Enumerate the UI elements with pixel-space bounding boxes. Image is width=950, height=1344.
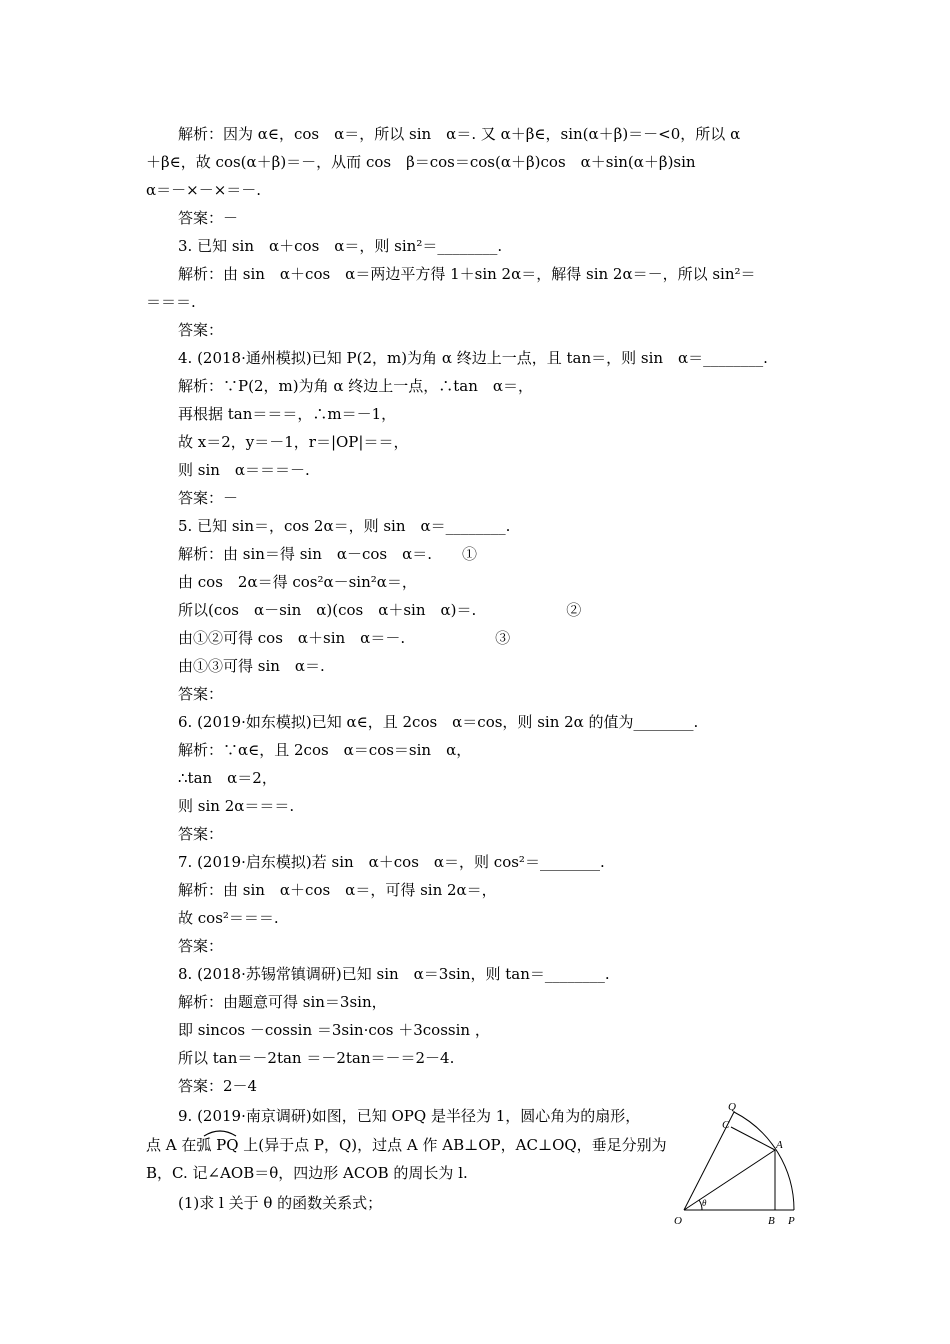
text-line: 由①②可得 cos α＋sin α＝－. ③ [178,629,511,647]
text-line: 答案：－ [178,209,239,227]
text-line: 解析：由 sin α＋cos α＝，可得 sin 2α＝， [178,881,497,899]
label-b: B [768,1215,775,1227]
text-line: 由①③可得 sin α＝. [178,657,325,675]
text-line: 答案： [178,825,224,843]
text-line: 3. 已知 sin α＋cos α＝，则 sin²＝________. [178,237,503,255]
text-line: 答案： [178,937,224,955]
text-line: ∴tan α＝2， [178,769,277,787]
sector-figure [672,1100,812,1230]
text-line: 由 cos 2α＝得 cos²α－sin²α＝， [178,573,417,591]
text-line: ＋β∈，故 cos(α＋β)＝－，从而 cos β＝cos＝cos(α＋β)cos α＋sin(α＋β)sin [146,153,696,171]
label-theta: θ [702,1198,707,1208]
text-line: 解析：∵α∈，且 2cos α＝cos＝sin α， [178,741,472,759]
text-line: 解析：∵P(2，m)为角 α 终边上一点，∴tan α＝， [178,377,533,395]
text-line: 答案：－ [178,489,239,507]
text-line: 解析：因为 α∈，cos α＝，所以 sin α＝. 又 α＋β∈，sin(α＋β)＝－<0，所以 α [178,125,741,143]
text-line: 解析：由题意可得 sin＝3sin， [178,993,387,1011]
line-ac [731,1127,775,1150]
text-line: 解析：由 sin α＋cos α＝两边平方得 1＋sin 2α＝，解得 sin 2α＝－，所以 sin²＝ [178,265,756,283]
text-line: α＝－×－×＝－. [146,181,262,199]
text-line: (1)求 l 关于 θ 的函数关系式； [178,1194,383,1212]
text-line: 答案：2－4 [178,1077,258,1095]
text-line: 解析：由 sin＝得 sin α－cos α＝. ① [178,545,478,563]
text-line: 7. (2019·启东模拟)若 sin α＋cos α＝，则 cos²＝________. [178,853,605,871]
text-line: B，C. 记∠AOB＝θ，四边形 ACOB 的周长为 l. [146,1164,468,1182]
text-line: 4. (2018·通州模拟)已知 P(2，m)为角 α 终边上一点，且 tan＝，则 sin α＝________. [178,349,768,367]
text-line: 则 sin α＝＝＝－. [178,461,310,479]
text-line: 所以(cos α－sin α)(cos α＋sin α)＝. ② [178,601,582,619]
text-line: 即 sincos －cossin ＝3sin·cos ＋3cossin ， [178,1021,490,1039]
label-o: O [674,1215,682,1227]
label-a: A [776,1139,783,1151]
label-c: C [722,1119,730,1131]
text-line: 6. (2019·如东模拟)已知 α∈，且 2cos α＝cos，则 sin 2α 的值为________. [178,713,699,731]
text-line: 9. (2019·南京调研)如图，已知 OPQ 是半径为 1，圆心角为的扇形， [178,1107,641,1125]
line-oa [684,1150,775,1210]
text-line: 点 A 在弧 PQ 上(异于点 P，Q)，过点 A 作 AB⊥OP，AC⊥OQ，垂足分别为 [146,1136,667,1154]
text-line: 故 cos²＝＝＝. [178,909,279,927]
text-line: 所以 tan＝－2tan ＝－2tan＝－＝2－4. [178,1049,455,1067]
label-q: Q [728,1101,736,1113]
arc-pq [734,1112,794,1210]
text-line: 再根据 tan＝＝＝，∴m＝－1， [178,405,397,423]
text-line: 5. 已知 sin＝，cos 2α＝，则 sin α＝________. [178,517,511,535]
text-line: 则 sin 2α＝＝＝. [178,797,295,815]
text-line: 答案： [178,685,224,703]
label-p: P [788,1215,795,1227]
text-line: 故 x＝2，y＝－1，r＝|OP|＝＝， [178,433,409,451]
arc-mark-icon [200,1126,240,1152]
text-line: 答案： [178,321,224,339]
text-line: 8. (2018·苏锡常镇调研)已知 sin α＝3sin，则 tan＝________. [178,965,610,983]
text-line: ＝＝＝. [146,293,196,311]
